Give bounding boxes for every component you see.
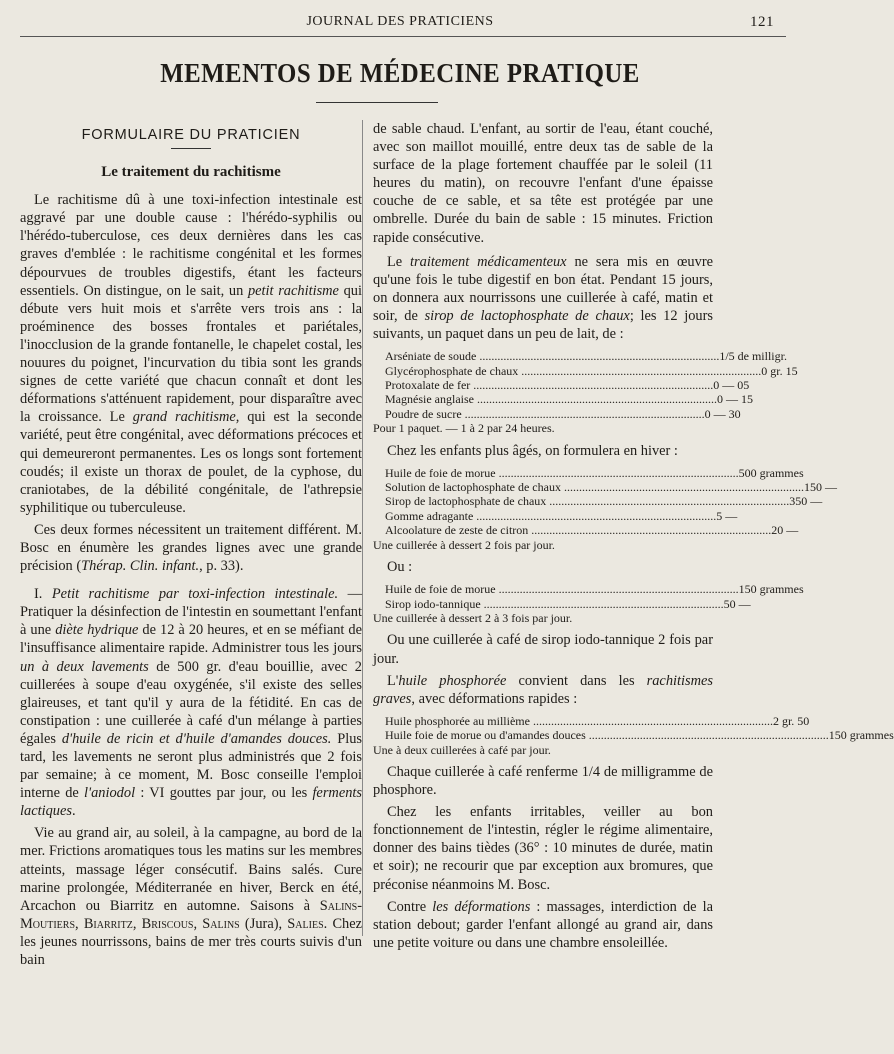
paragraph-forms: Ces deux formes nécessitent un traitement différent. M. Bosc en énumère les grandes lignes avec une grande précision (Thérap. Clin. infant., p. 33).: [20, 521, 362, 575]
quantity: 500 grammes: [738, 465, 804, 480]
ingredient-cell: [385, 582, 739, 596]
paragraph-enfants-ages: Chez les enfants plus âgés, on formulera en hiver :: [387, 442, 678, 459]
ingredient: Sirop de lactophosphate de chaux: [385, 494, 547, 509]
formula-row: [373, 349, 787, 364]
ingredient: Protoxalate de fer: [385, 377, 471, 392]
ingredient-cell: [385, 392, 717, 406]
quantity: 50 —: [723, 596, 751, 611]
header-rule: [20, 36, 786, 37]
paragraph-bain-sable: de sable chaud. L'enfant, au sortir de l'eau, étant couché, avec son maillot mouillé, entre deux tas de sable de la surface de la plage fortement chauffée par le soleil (11 heures du matin), on recouvre l'enfant d'une épaisse couche de ce sable, et sa tête est protégée par une ombrelle. Durée du bain de sable : 15 minutes. Friction rapide consécutive.: [373, 121, 713, 246]
quantity: 150 grammes: [828, 728, 894, 743]
paragraph-irritables: Chez les enfants irritables, veiller au bon fonctionnement de l'intestin, régler le régime alimentaire, donner des bains tièdes (36° : 10 minutes de durée, matin et soir); ne recourir que par exception aux bromures, que préconise néanmoins M. Bosc.: [373, 804, 713, 893]
formula-row: [373, 465, 804, 480]
ingredient-cell: [385, 407, 705, 421]
formula-hiver: [373, 465, 837, 552]
ingredient: Gomme adragante: [385, 508, 474, 523]
ingredient: Huile de foie de morue: [385, 465, 496, 480]
formula-row: [373, 582, 804, 597]
dot-leader: ................................................................................: [518, 363, 762, 378]
ingredient-cell: [385, 480, 804, 494]
paragraph-medicamenteux: Le traitement médicamenteux ne sera mis en œuvre qu'une fois le tube digestif en bon état. Pendant 15 jours, on donnera aux nourrissons une cuillerée à café, matin et soir, de sirop de lactophosphate de chaux; les 12 jours suivants, un paquet dans un peu de lait, de :: [373, 253, 714, 343]
ingredient-cell: [385, 523, 771, 537]
quantity: 5 —: [716, 508, 738, 523]
quantity: 150 —: [803, 480, 837, 495]
text-ou: Ou :: [387, 559, 413, 576]
ingredient: Huile phosphorée au millième: [385, 713, 530, 728]
column-divider: [362, 120, 363, 936]
paragraph-grand-air: Vie au grand air, au soleil, à la campagne, au bord de la mer. Frictions aromatiques tous les matins sur les membres atteints, massage léger consécutif. Bains salés. Cure marine prolongée, Méditerranée en hiver, Berck en été, Arcachon ou Biarritz en automne. Saisons à Salins-Moutiers, Biarritz, Briscous, Salins (Jura), Salies. Chez les jeunes nourrissons, bains de mer très courts suivis d'un bain: [20, 825, 363, 969]
ingredient: Solution de lactophosphate de chaux: [385, 480, 561, 495]
quantity: 150 grammes: [738, 582, 804, 597]
ingredient: Arséniate de soude: [385, 349, 477, 364]
dot-leader: ................................................................................: [480, 596, 724, 611]
ingredient: Huile foie de morue ou d'amandes douces: [385, 728, 586, 743]
paragraph-phosphore: Chaque cuillerée à café renferme 1/4 de milligramme de phosphore.: [373, 764, 713, 799]
running-header: [0, 14, 800, 34]
paragraph-petit-rachitisme: I. Petit rachitisme par toxi-infection intestinale. — Pratiquer la désinfection de l'intestin en soumettant l'enfant à une diète hydrique de 12 à 20 heures, et en se méfiant de l'insuffisance alimentaire rapide. Administrer tous les jours un à deux lavements de 500 gr. d'eau bouillie, avec 2 cuillerées à soupe d'eau oxygénée, s'il existe des selles glaireuses, et tant qu'il y aura de la fétidité. En cas de constipation : une cuillerée à café d'un mélange à parties égales d'huile de ricin et d'huile d'amandes douces. Plus tard, les lavements ne seront plus administrés que 2 fois par semaine; à ce moment, M. Bosc conseille l'emploi interne de l'aniodol : VI gouttes par jour, ou les ferments lactiques.: [20, 586, 363, 820]
ingredient: Alcoolature de zeste de citron: [385, 523, 529, 538]
dot-leader: ................................................................................: [528, 523, 772, 538]
quantity: 1/5 de milligr.: [719, 349, 787, 364]
ingredient: Huile de foie de morue: [385, 582, 496, 597]
formula-row: [373, 363, 798, 378]
ingredient: Poudre de sucre: [385, 406, 462, 421]
formula-note: Pour 1 paquet. — 1 à 2 par 24 heures.: [373, 421, 555, 436]
dot-leader: ................................................................................: [495, 465, 739, 480]
title-rule: [316, 102, 438, 103]
paragraph-deformations: Contre les déformations : massages, interdiction de la station debout; garder l'enfant allongé au grand air, dans une petite voiture ou dans une chambre ensoleillée.: [373, 898, 713, 951]
formula-row: [373, 494, 823, 509]
formula-row: [373, 713, 810, 728]
formula-note: Une cuillerée à dessert 2 à 3 fois par jour.: [373, 611, 573, 625]
quantity: 0 — 15: [716, 392, 753, 407]
ingredient-cell: [385, 494, 789, 508]
ingredient-cell: [385, 364, 761, 378]
formula-row: [373, 508, 738, 523]
formula-iodo-tannique: [373, 582, 804, 625]
formula-note: Une cuillerée à dessert 2 fois par jour.: [373, 537, 555, 552]
quantity: 2 gr. 50: [772, 713, 810, 728]
formula-row: [373, 406, 741, 421]
formula-row: [373, 523, 799, 538]
quantity: 0 — 30: [704, 406, 741, 421]
section-title: FORMULAIRE DU PRATICIEN: [81, 127, 301, 143]
ingredient-cell: [385, 728, 829, 742]
ingredient-cell: [385, 509, 716, 523]
formula-row: [373, 377, 750, 392]
formula-phosphore: [373, 713, 894, 757]
dot-leader: ................................................................................: [461, 406, 705, 421]
quantity: 350 —: [789, 494, 823, 509]
paragraph-intro: Le rachitisme dû à une toxi-infection intestinale est aggravé par une double cause : l'hérédo-syphilis ou l'hérédo-tuberculose, ces deux dernières dans les cas graves d'emblée : le rachitisme congénital et les formes dépourvues de troubles digestifs, étant les facteurs essentiels. On distingue, on le sait, un petit rachitisme qui débute vers huit mois et s'arrête vers trois ans : la proéminence des bosses frontales et pariétales, l'inocclusion de la grande fontanelle, le chapelet costal, les nouures du poignet, l'incurvation du tibia sont les grands signes de cette variété que chacun connaît et dont les déformations s'atténuent rapidement, pour disparaître avec la croissance. Le grand rachitisme, qui est la seconde variété, peut être congénital, avec déformations précoces et qui demeureront permanentes. Les os longs sont fortement coudés; il existe un thorax de poulet, de la cyphose, du craniotabes, de la débilité congénitale, de l'athrepsie syphilitique ou tuberculeuse.: [20, 192, 362, 516]
dot-leader: ................................................................................: [585, 728, 829, 743]
page-title: MEMENTOS DE MÉDECINE PRATIQUE: [160, 58, 640, 88]
dot-leader: ................................................................................: [560, 480, 804, 495]
quantity: 0 gr. 15: [761, 363, 798, 378]
ingredient: Magnésie anglaise: [385, 392, 474, 407]
right-column: [373, 120, 894, 956]
dot-leader: ................................................................................: [529, 713, 773, 728]
quantity: 0 — 05: [713, 377, 750, 392]
ingredient-cell: [385, 378, 713, 392]
page-number: 121: [750, 14, 774, 30]
ingredient-cell: [385, 349, 719, 363]
section-rule: [171, 148, 211, 149]
ingredient-cell: [385, 597, 724, 611]
ingredient-cell: [385, 714, 773, 728]
formula-row: [373, 596, 751, 611]
dot-leader: ................................................................................: [476, 349, 720, 364]
dot-leader: ................................................................................: [495, 582, 739, 597]
ingredient: Sirop iodo-tannique: [385, 596, 481, 611]
dot-leader: ................................................................................: [473, 508, 717, 523]
subsection-title: Le traitement du rachitisme: [101, 164, 281, 181]
quantity: 20 —: [771, 523, 799, 538]
formula-row: [373, 392, 753, 407]
formula-row: [373, 728, 894, 743]
dot-leader: ................................................................................: [546, 494, 790, 509]
dot-leader: ................................................................................: [473, 392, 717, 407]
formula-row: [373, 480, 837, 495]
ingredient-cell: [385, 466, 739, 480]
dot-leader: ................................................................................: [470, 377, 714, 392]
formula-paquet: [373, 349, 798, 436]
formula-note: Une à deux cuillerées à café par jour.: [373, 742, 551, 757]
ingredient: Glycérophosphate de chaux: [385, 363, 519, 378]
paragraph-huile-phosphoree: L'huile phosphorée convient dans les rachitismes graves, avec déformations rapides :: [373, 672, 713, 707]
journal-title: JOURNAL DES PRATICIENS: [306, 14, 494, 29]
paragraph-sirop: Ou une cuillerée à café de sirop iodo-tannique 2 fois par jour.: [373, 632, 713, 667]
left-column: [20, 120, 362, 973]
